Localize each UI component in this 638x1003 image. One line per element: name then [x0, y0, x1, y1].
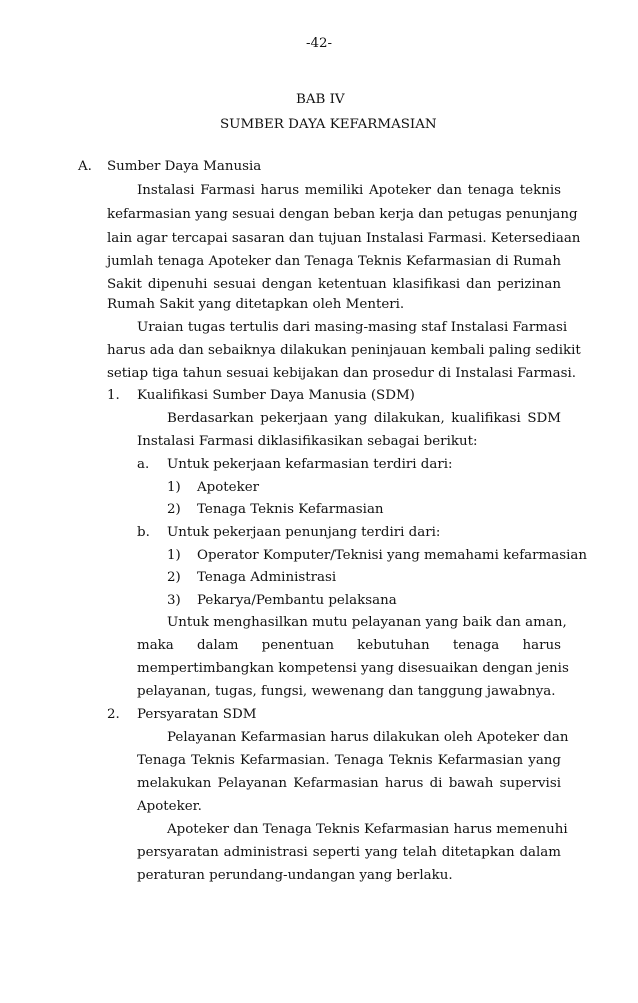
sub-a-label: Untuk pekerjaan kefarmasian terdiri dari: — [167, 457, 453, 472]
list-item: Tenaga Administrasi — [197, 570, 337, 585]
paragraph-line: Rumah Sakit yang ditetapkan oleh Menteri. — [107, 297, 405, 312]
section-a-heading: Sumber Daya Manusia — [107, 159, 262, 174]
paragraph-line: setiap tiga tahun sesuai kebijakan dan prosedur di Instalasi Farmasi. — [107, 366, 576, 381]
paragraph-line: kefarmasian yang sesuai dengan beban kerja dan petugas penunjang — [107, 207, 578, 222]
list-item: Tenaga Teknis Kefarmasian — [197, 502, 384, 517]
list-item-marker: 1) — [167, 548, 181, 563]
paragraph-line: lain agar tercapai sasaran dan tujuan Instalasi Farmasi. Ketersediaan — [107, 231, 581, 246]
paragraph-line: maka dalam penentuan kebutuhan tenaga harus — [137, 638, 561, 653]
paragraph-line: Instalasi Farmasi harus memiliki Apoteker dan tenaga teknis — [137, 183, 561, 198]
sub-b-marker: b. — [137, 525, 150, 540]
paragraph-line: jumlah tenaga Apoteker dan Tenaga Teknis Kefarmasian di Rumah — [107, 254, 561, 269]
chapter-title: BAB IV — [296, 92, 345, 107]
item-2-marker: 2. — [107, 707, 120, 722]
paragraph-line: Instalasi Farmasi diklasifikasikan sebagai berikut: — [137, 434, 478, 449]
paragraph-line: Apoteker dan Tenaga Teknis Kefarmasian harus memenuhi — [167, 822, 568, 837]
item-1-marker: 1. — [107, 388, 120, 403]
list-item-marker: 2) — [167, 570, 181, 585]
paragraph-line: Tenaga Teknis Kefarmasian. Tenaga Teknis Kefarmasian yang — [137, 753, 561, 768]
chapter-subtitle: SUMBER DAYA KEFARMASIAN — [220, 117, 437, 132]
paragraph-line: peraturan perundang-undangan yang berlaku. — [137, 868, 453, 883]
list-item-marker: 1) — [167, 480, 181, 495]
paragraph-line: Uraian tugas tertulis dari masing-masing staf Instalasi Farmasi — [137, 320, 568, 335]
item-2-heading: Persyaratan SDM — [137, 707, 257, 722]
paragraph-line: mempertimbangkan kompetensi yang disesuaikan dengan jenis — [137, 661, 569, 676]
paragraph-line: persyaratan administrasi seperti yang telah ditetapkan dalam — [137, 845, 561, 860]
sub-a-marker: a. — [137, 457, 150, 472]
paragraph-line: Sakit dipenuhi sesuai dengan ketentuan klasifikasi dan perizinan — [107, 277, 561, 292]
paragraph-line: melakukan Pelayanan Kefarmasian harus di bawah supervisi — [137, 776, 561, 791]
list-item-marker: 3) — [167, 593, 181, 608]
paragraph-line: Untuk menghasilkan mutu pelayanan yang baik dan aman, — [167, 615, 567, 630]
section-a-marker: A. — [78, 159, 92, 174]
list-item-marker: 2) — [167, 502, 181, 517]
list-item: Pekarya/Pembantu pelaksana — [197, 593, 397, 608]
list-item: Operator Komputer/Teknisi yang memahami kefarmasian — [197, 548, 587, 563]
paragraph-line: harus ada dan sebaiknya dilakukan peninjauan kembali paling sedikit — [107, 343, 581, 358]
paragraph-line: Berdasarkan pekerjaan yang dilakukan, kualifikasi SDM — [167, 411, 561, 426]
paragraph-line: Apoteker. — [137, 799, 202, 814]
paragraph-line: pelayanan, tugas, fungsi, wewenang dan tanggung jawabnya. — [137, 684, 556, 699]
sub-b-label: Untuk pekerjaan penunjang terdiri dari: — [167, 525, 441, 540]
item-1-heading: Kualifikasi Sumber Daya Manusia (SDM) — [137, 388, 415, 403]
paragraph-line: Pelayanan Kefarmasian harus dilakukan oleh Apoteker dan — [167, 730, 569, 745]
page-number: -42- — [305, 36, 333, 51]
list-item: Apoteker — [197, 480, 260, 495]
